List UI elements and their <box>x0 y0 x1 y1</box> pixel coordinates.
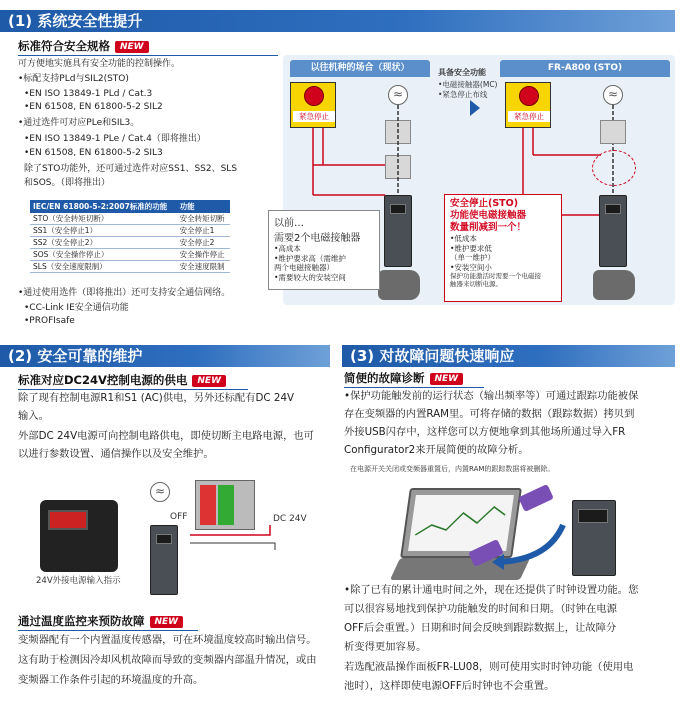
inverter-display-icon <box>578 509 608 523</box>
right-callout-item: （单一维护） <box>450 253 495 262</box>
off-label: OFF <box>170 512 188 522</box>
table-header: IEC/EN 61800-5-2:2007标准的功能 <box>30 200 177 213</box>
table-cell: 安全操作停止 <box>177 249 230 261</box>
comm-line: •通过使用选件（即将推出）还可支持安全通信网络。 <box>18 288 231 298</box>
section2-body2: 变频器配有一个内置温度传感器，可在环境温度较高时输出信号。 <box>18 634 317 646</box>
dc-wire <box>190 525 270 535</box>
section3-subtitle-text: 简便的故障诊断 <box>344 371 425 385</box>
new-badge: NEW <box>150 616 184 628</box>
section3-subtitle <box>344 370 484 388</box>
extra-line: 除了STO功能外，还可通过选件对应SS1、SS2、SLS <box>24 164 238 174</box>
section2-subtitle2-text: 通过温度监控来预防故障 <box>18 614 145 628</box>
section1-header: (1) 系统安全性提升 <box>0 10 675 32</box>
table-row <box>30 261 230 273</box>
section3-body2: 池时），这样即使电源OFF后时钟也不会重置。 <box>344 680 555 692</box>
table-header: 功能 <box>177 200 230 213</box>
table-cell: SS2（安全停止2） <box>30 237 177 249</box>
right-callout-note: 保护功能激活时需要一个电磁接 <box>450 272 541 280</box>
right-callout-item: •维护要求低 <box>450 243 492 253</box>
estop-label: 紧急停止 <box>293 111 335 122</box>
inverter-display-icon <box>605 204 621 214</box>
table-cell: 安全速度限制 <box>177 261 230 273</box>
section2-subtitle <box>18 372 248 390</box>
inverter-icon <box>599 195 627 267</box>
led-display-icon <box>48 510 88 530</box>
left-panel-title: 以往机种的场合（现状） <box>290 60 430 77</box>
table-cell: 安全转矩切断 <box>177 213 230 225</box>
section3-body: Configurator2来开展简便的故障分析。 <box>344 444 529 456</box>
panel-closeup <box>40 500 118 572</box>
inverter-display-icon <box>156 534 172 544</box>
section1-intro: 可方便地实施具有安全功能的控制操作。 <box>18 59 181 69</box>
dc24v-caption: 24V外接电源输入指示 <box>36 576 121 586</box>
transfer-arrow-icon <box>488 520 568 570</box>
ple-heading: •通过选件可对应PLe和SIL3。 <box>18 118 140 128</box>
left-callout-heading2: 需要2个电磁接触器 <box>274 233 361 244</box>
right-callout-item: •低成本 <box>450 234 477 243</box>
section2-body2: 变频器工作条件引起的环境温度的升高。 <box>18 674 204 686</box>
contactor-icon <box>600 120 626 144</box>
table-cell: STO（安全转矩切断） <box>30 213 177 225</box>
right-panel-title: FR-A800 (STO) <box>500 60 670 77</box>
section2-body2: 这有助于检测因冷却风机故障而导致的变频器内部温升情况，或由 <box>18 654 317 666</box>
left-callout-item: •维护要求高（需维护 <box>274 253 346 263</box>
func-item: •紧急停止布线 <box>438 90 488 99</box>
new-badge: NEW <box>115 41 149 53</box>
table-row <box>30 225 230 237</box>
ple-item: •EN 61508, EN 61800-5-2 SIL3 <box>24 148 163 158</box>
power-source-icon: ≈ <box>150 482 170 502</box>
table-cell: SLS（安全速度限制） <box>30 261 177 273</box>
usb-stick-icon <box>518 484 554 512</box>
power-source-icon: ≈ <box>603 85 623 105</box>
section3-body: 外接USB闪存中，这样您可以方便地拿到其他场所通过导入FR <box>344 426 626 438</box>
section2-subtitle-text: 标准对应DC24V控制电源的供电 <box>18 373 188 387</box>
arrow-right-icon <box>470 100 480 116</box>
dc-wire <box>190 543 275 550</box>
table-cell: 安全停止1 <box>177 225 230 237</box>
section2-header: (2) 安全可靠的维护 <box>0 345 330 367</box>
estop-button-icon <box>519 86 539 106</box>
section3-body2: •除了已有的累计通电时间之外，现在还提供了时钟设置功能。您 <box>344 584 639 596</box>
table-cell: SS1（安全停止1） <box>30 225 177 237</box>
inverter-icon <box>150 525 178 595</box>
right-callout <box>444 194 562 302</box>
section2-body: 输入。 <box>18 410 49 422</box>
table-cell: 安全停止2 <box>177 237 230 249</box>
section1-subtitle <box>18 38 278 56</box>
func-item: •电磁接触器(MC) <box>438 80 498 89</box>
estop-label: 紧急停止 <box>508 111 550 122</box>
left-callout-heading: 以前… <box>274 218 304 229</box>
comm-item: •CC-Link IE安全通信功能 <box>24 303 129 313</box>
removed-contactor-marker <box>592 150 636 186</box>
estop-box <box>505 82 551 128</box>
comm-item: •PROFIsafe <box>24 316 75 326</box>
section3-body2: 可以很容易地找到保护功能触发的时间和日期。（时钟在电源 <box>344 603 617 615</box>
new-badge: NEW <box>430 373 464 385</box>
right-callout-heading: 数量削减到一个！ <box>450 222 527 233</box>
right-callout-note: 触器来切断电源。 <box>450 280 502 288</box>
section2-subtitle2 <box>18 613 198 631</box>
left-callout-item: •需要较大的安装空间 <box>274 272 346 282</box>
right-callout-heading: 安全停止(STO) <box>450 198 519 209</box>
table-row <box>30 249 230 261</box>
section3-body: 存在变频器的内置RAM里。可将存储的数据（跟踪数据）拷贝到 <box>344 408 635 420</box>
new-badge: NEW <box>192 375 226 387</box>
section2-body: 以进行参数设置、通信操作以及安全维护。 <box>18 448 214 460</box>
left-callout-item: •高成本 <box>274 244 301 253</box>
table-row <box>30 237 230 249</box>
section2-body: 外部DC 24V电源可向控制电路供电，即使切断主电路电源，也可 <box>18 430 314 442</box>
pl-item: •EN ISO 13849-1 PLd / Cat.3 <box>24 89 153 99</box>
section3-note: 在电源开关关闭或变频器重置后，内置RAM的跟踪数据将被删除。 <box>350 465 555 473</box>
extra-line: 和SOS。（即将推出） <box>24 178 111 188</box>
section3-header: (3) 对故障问题快速响应 <box>342 345 675 367</box>
left-callout <box>268 210 380 290</box>
left-callout-item: 两个电磁接触器） <box>274 263 334 272</box>
right-callout-item: •安装空间小 <box>450 262 492 272</box>
pl-item: •EN 61508, EN 61800-5-2 SIL2 <box>24 102 163 112</box>
table-cell: SOS（安全操作停止） <box>30 249 177 261</box>
inverter-icon <box>572 500 616 576</box>
motor-icon <box>593 270 635 300</box>
section1-subtitle-text: 标准符合安全规格 <box>18 39 110 53</box>
func-heading: 具备安全功能 <box>438 68 486 77</box>
right-callout-heading: 功能使电磁接触器 <box>450 210 527 221</box>
dc24v-wiring <box>180 505 290 555</box>
dc24v-label: DC 24V <box>273 514 307 524</box>
ple-item: •EN ISO 13849-1 PLe / Cat.4（即将推出） <box>24 134 206 144</box>
section3-body2: OFF后会重置。）日期和时间会反映到跟踪数据上，让故障分 <box>344 622 617 634</box>
section3-body2: 若选配液晶操作面板FR-LU08，则可使用实时时钟功能（使用电 <box>344 661 634 673</box>
section2-body: 除了现有控制电源R1和S1 (AC)供电，另外还标配有DC 24V <box>18 392 295 404</box>
section3-body: •保护功能触发前的运行状态（输出频率等）可通过跟踪功能被保 <box>344 390 639 402</box>
table-header-row <box>30 200 230 213</box>
power-source-icon: ≈ <box>388 85 408 105</box>
section3-body2: 析变得更加容易。 <box>344 641 427 653</box>
pl-heading: •标配支持PLd与SIL2(STO) <box>18 74 129 84</box>
table-row <box>30 213 230 225</box>
safety-function-table <box>30 200 230 273</box>
